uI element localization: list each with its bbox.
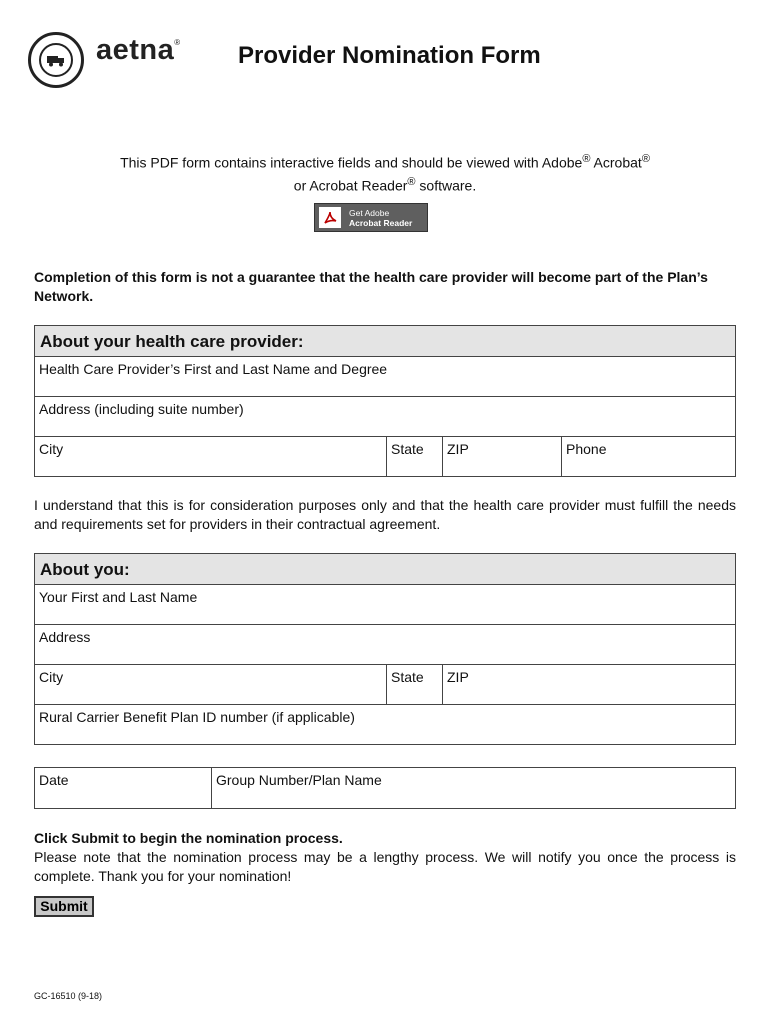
provider-address-field[interactable] — [35, 397, 735, 436]
pdf-icon — [319, 207, 341, 228]
your-state-field[interactable] — [386, 665, 442, 704]
plan-id-field[interactable] — [35, 705, 735, 744]
you-section-heading: About you: — [35, 554, 735, 585]
page-title: Provider Nomination Form — [238, 42, 541, 69]
group-number-label: Group Number/Plan Name — [216, 772, 382, 788]
provider-phone-label: Phone — [566, 441, 607, 457]
date-field[interactable] — [35, 768, 211, 808]
you-section — [34, 553, 736, 745]
provider-section-heading: About your health care provider: — [35, 326, 735, 357]
plan-seal-logo — [28, 32, 84, 88]
provider-name-label: Health Care Provider’s First and Last Name and Degree — [39, 361, 388, 377]
network-notice: Completion of this form is not a guarantee that the health care provider will become part of the Plan’s Network. — [34, 269, 708, 304]
provider-zip-field[interactable] — [442, 437, 561, 476]
provider-address-label: Address (including suite number) — [39, 401, 244, 417]
submit-button[interactable]: Submit — [34, 896, 94, 917]
your-address-field[interactable] — [35, 625, 735, 664]
intro-line-1: This PDF form contains interactive fields and should be viewed with Adobe® Acrobat® — [120, 153, 650, 171]
provider-section — [34, 325, 736, 477]
your-state-label: State — [391, 669, 424, 685]
your-address-label: Address — [39, 629, 91, 645]
adobe-button-text: Get Adobe Acrobat Reader — [349, 207, 413, 228]
date-label: Date — [39, 772, 69, 788]
your-name-field[interactable] — [35, 585, 735, 624]
provider-state-field[interactable] — [386, 437, 442, 476]
your-city-label: City — [39, 669, 64, 685]
plan-id-label: Rural Carrier Benefit Plan ID number (if applicable) — [39, 709, 355, 725]
provider-city-field[interactable] — [35, 437, 386, 476]
provider-zip-label: ZIP — [447, 441, 469, 457]
provider-phone-field[interactable] — [561, 437, 735, 476]
provider-state-label: State — [391, 441, 424, 457]
your-zip-label: ZIP — [447, 669, 469, 685]
aetna-logo: aetna® — [96, 34, 181, 66]
process-note: Please note that the nomination process may be a lengthy process. We will notify you once the process is complete. Thank you for your nomination! — [34, 849, 736, 884]
group-number-field[interactable] — [211, 768, 735, 808]
your-zip-field[interactable] — [442, 665, 735, 704]
intro-line-2: or Acrobat Reader® software. — [293, 176, 477, 194]
form-code: GC-16510 (9-18) — [34, 991, 103, 1001]
submit-instruction: Click Submit to begin the nomination process. — [34, 830, 343, 846]
provider-name-field[interactable] — [35, 357, 735, 396]
provider-city-label: City — [39, 441, 64, 457]
date-group-section — [34, 767, 736, 809]
seal-truck-icon — [39, 43, 73, 77]
understand-statement: I understand that this is for consideration purposes only and that the health care provider must fulfill the needs and requirements set for providers in their contractual agreement. — [34, 497, 736, 532]
your-name-label: Your First and Last Name — [39, 589, 198, 605]
your-city-field[interactable] — [35, 665, 386, 704]
get-adobe-reader-button[interactable] — [314, 203, 428, 232]
